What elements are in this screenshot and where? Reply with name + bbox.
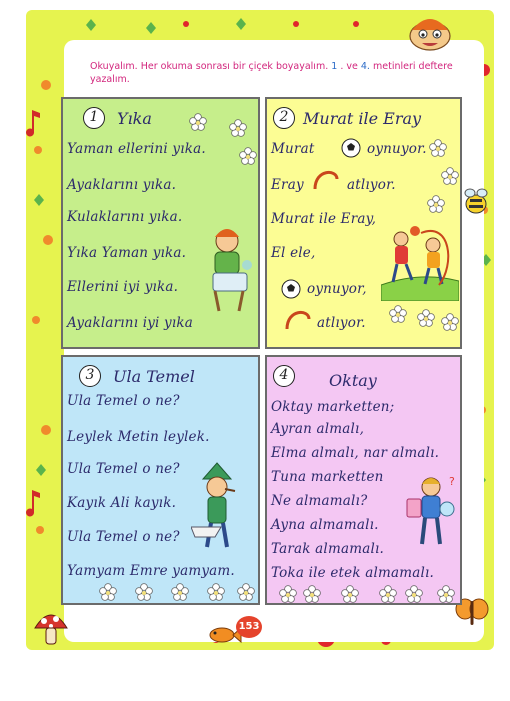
flower-icon[interactable] (279, 585, 297, 603)
flower-icon[interactable] (389, 305, 407, 323)
panel-number-4: 4 (273, 365, 295, 387)
text-line: Ula Temel o ne? (67, 461, 180, 477)
page-number: 153 (236, 616, 262, 638)
text-line: Eray (271, 177, 304, 193)
text-line: Ayran almalı, (271, 421, 365, 437)
text-line: Kayık Ali kayık. (67, 495, 177, 511)
text-line: Yıka Yaman yıka. (67, 245, 187, 261)
flower-icon[interactable] (379, 585, 397, 603)
flower-icon[interactable] (441, 167, 459, 185)
panel-title: Oktay (329, 371, 377, 390)
flower-icon[interactable] (341, 585, 359, 603)
text-line: Ne almamalı? (271, 493, 368, 509)
reading-panel-1 (61, 97, 260, 349)
panel-number-2: 2 (273, 107, 295, 129)
text-line: Murat (271, 141, 315, 157)
text-line: Oktay marketten; (271, 399, 395, 415)
panel-title: Ula Temel (113, 367, 195, 386)
flower-icon[interactable] (207, 583, 225, 601)
flower-icon[interactable] (99, 583, 117, 601)
text-line: Yaman ellerini yıka. (67, 141, 206, 157)
text-line: Yamyam Emre yamyam. (67, 563, 235, 579)
instruction-number-4: 4. (360, 61, 370, 72)
reading-panel-4 (265, 355, 462, 605)
text-line: oynuyor, (307, 281, 367, 297)
instruction-number-1: 1 (331, 61, 338, 72)
jump-rope-icon (311, 167, 341, 191)
text-line: Tarak almamalı. (271, 541, 384, 557)
text-line: Ula Temel o ne? (67, 393, 180, 409)
panel-number-3: 3 (79, 365, 101, 387)
text-line: Ayna almamalı. (271, 517, 379, 533)
cartoon-face-illustration (404, 12, 456, 52)
text-line: Tuna marketten (271, 469, 384, 485)
reading-panel-2 (265, 97, 462, 349)
text-line: Ayaklarını yıka. (67, 177, 177, 193)
temel-boat-illustration (191, 461, 253, 555)
flower-icon[interactable] (171, 583, 189, 601)
flower-icon[interactable] (239, 147, 257, 165)
flower-icon[interactable] (303, 585, 321, 603)
text-line: Ula Temel o ne? (67, 529, 180, 545)
flower-icon[interactable] (135, 583, 153, 601)
mushroom-illustration (32, 608, 70, 648)
panel-title: Yıka (117, 109, 152, 128)
bee-illustration (462, 186, 490, 216)
text-line: Ellerini iyi yıka. (67, 279, 179, 295)
children-playing-illustration (381, 225, 459, 301)
jump-rope-icon (283, 307, 313, 331)
flower-icon[interactable] (429, 139, 447, 157)
flower-icon[interactable] (417, 309, 435, 327)
reading-panel-3 (61, 355, 260, 605)
text-line: Ayaklarını iyi yıka (67, 315, 194, 331)
flower-icon[interactable] (229, 119, 247, 137)
instruction-connector: . ve (340, 61, 358, 72)
text-line: oynuyor. (367, 141, 427, 157)
panel-number-1: 1 (83, 107, 105, 129)
flower-icon[interactable] (427, 195, 445, 213)
ball-icon (341, 138, 361, 158)
text-line: Elma almalı, nar almalı. (271, 445, 440, 461)
flower-icon[interactable] (189, 113, 207, 131)
instruction-text (90, 60, 460, 86)
text-line: Kulaklarını yıka. (67, 209, 183, 225)
svg-text:?: ? (449, 475, 455, 488)
text-line: Leylek Metin leylek. (67, 429, 210, 445)
text-line: El ele, (271, 245, 316, 261)
flower-icon[interactable] (441, 313, 459, 331)
flower-icon[interactable] (405, 585, 423, 603)
flower-icon[interactable] (437, 585, 455, 603)
instruction-part-2: metinleri deftere yazalım. (90, 61, 453, 85)
boy-with-mirror-illustration (405, 475, 459, 549)
panel-title: Murat ile Eray (303, 109, 422, 128)
ball-icon (281, 279, 301, 299)
text-line: Murat ile Eray, (271, 211, 377, 227)
instruction-part-1: Okuyalım. Her okuma sonrası bir çiçek boyayalım. (90, 61, 329, 72)
flower-icon[interactable] (237, 583, 255, 601)
text-line: atlıyor. (347, 177, 396, 193)
text-line: atlıyor. (317, 315, 366, 331)
text-line: Toka ile etek almamalı. (271, 565, 434, 581)
boy-washing-illustration (203, 225, 259, 315)
